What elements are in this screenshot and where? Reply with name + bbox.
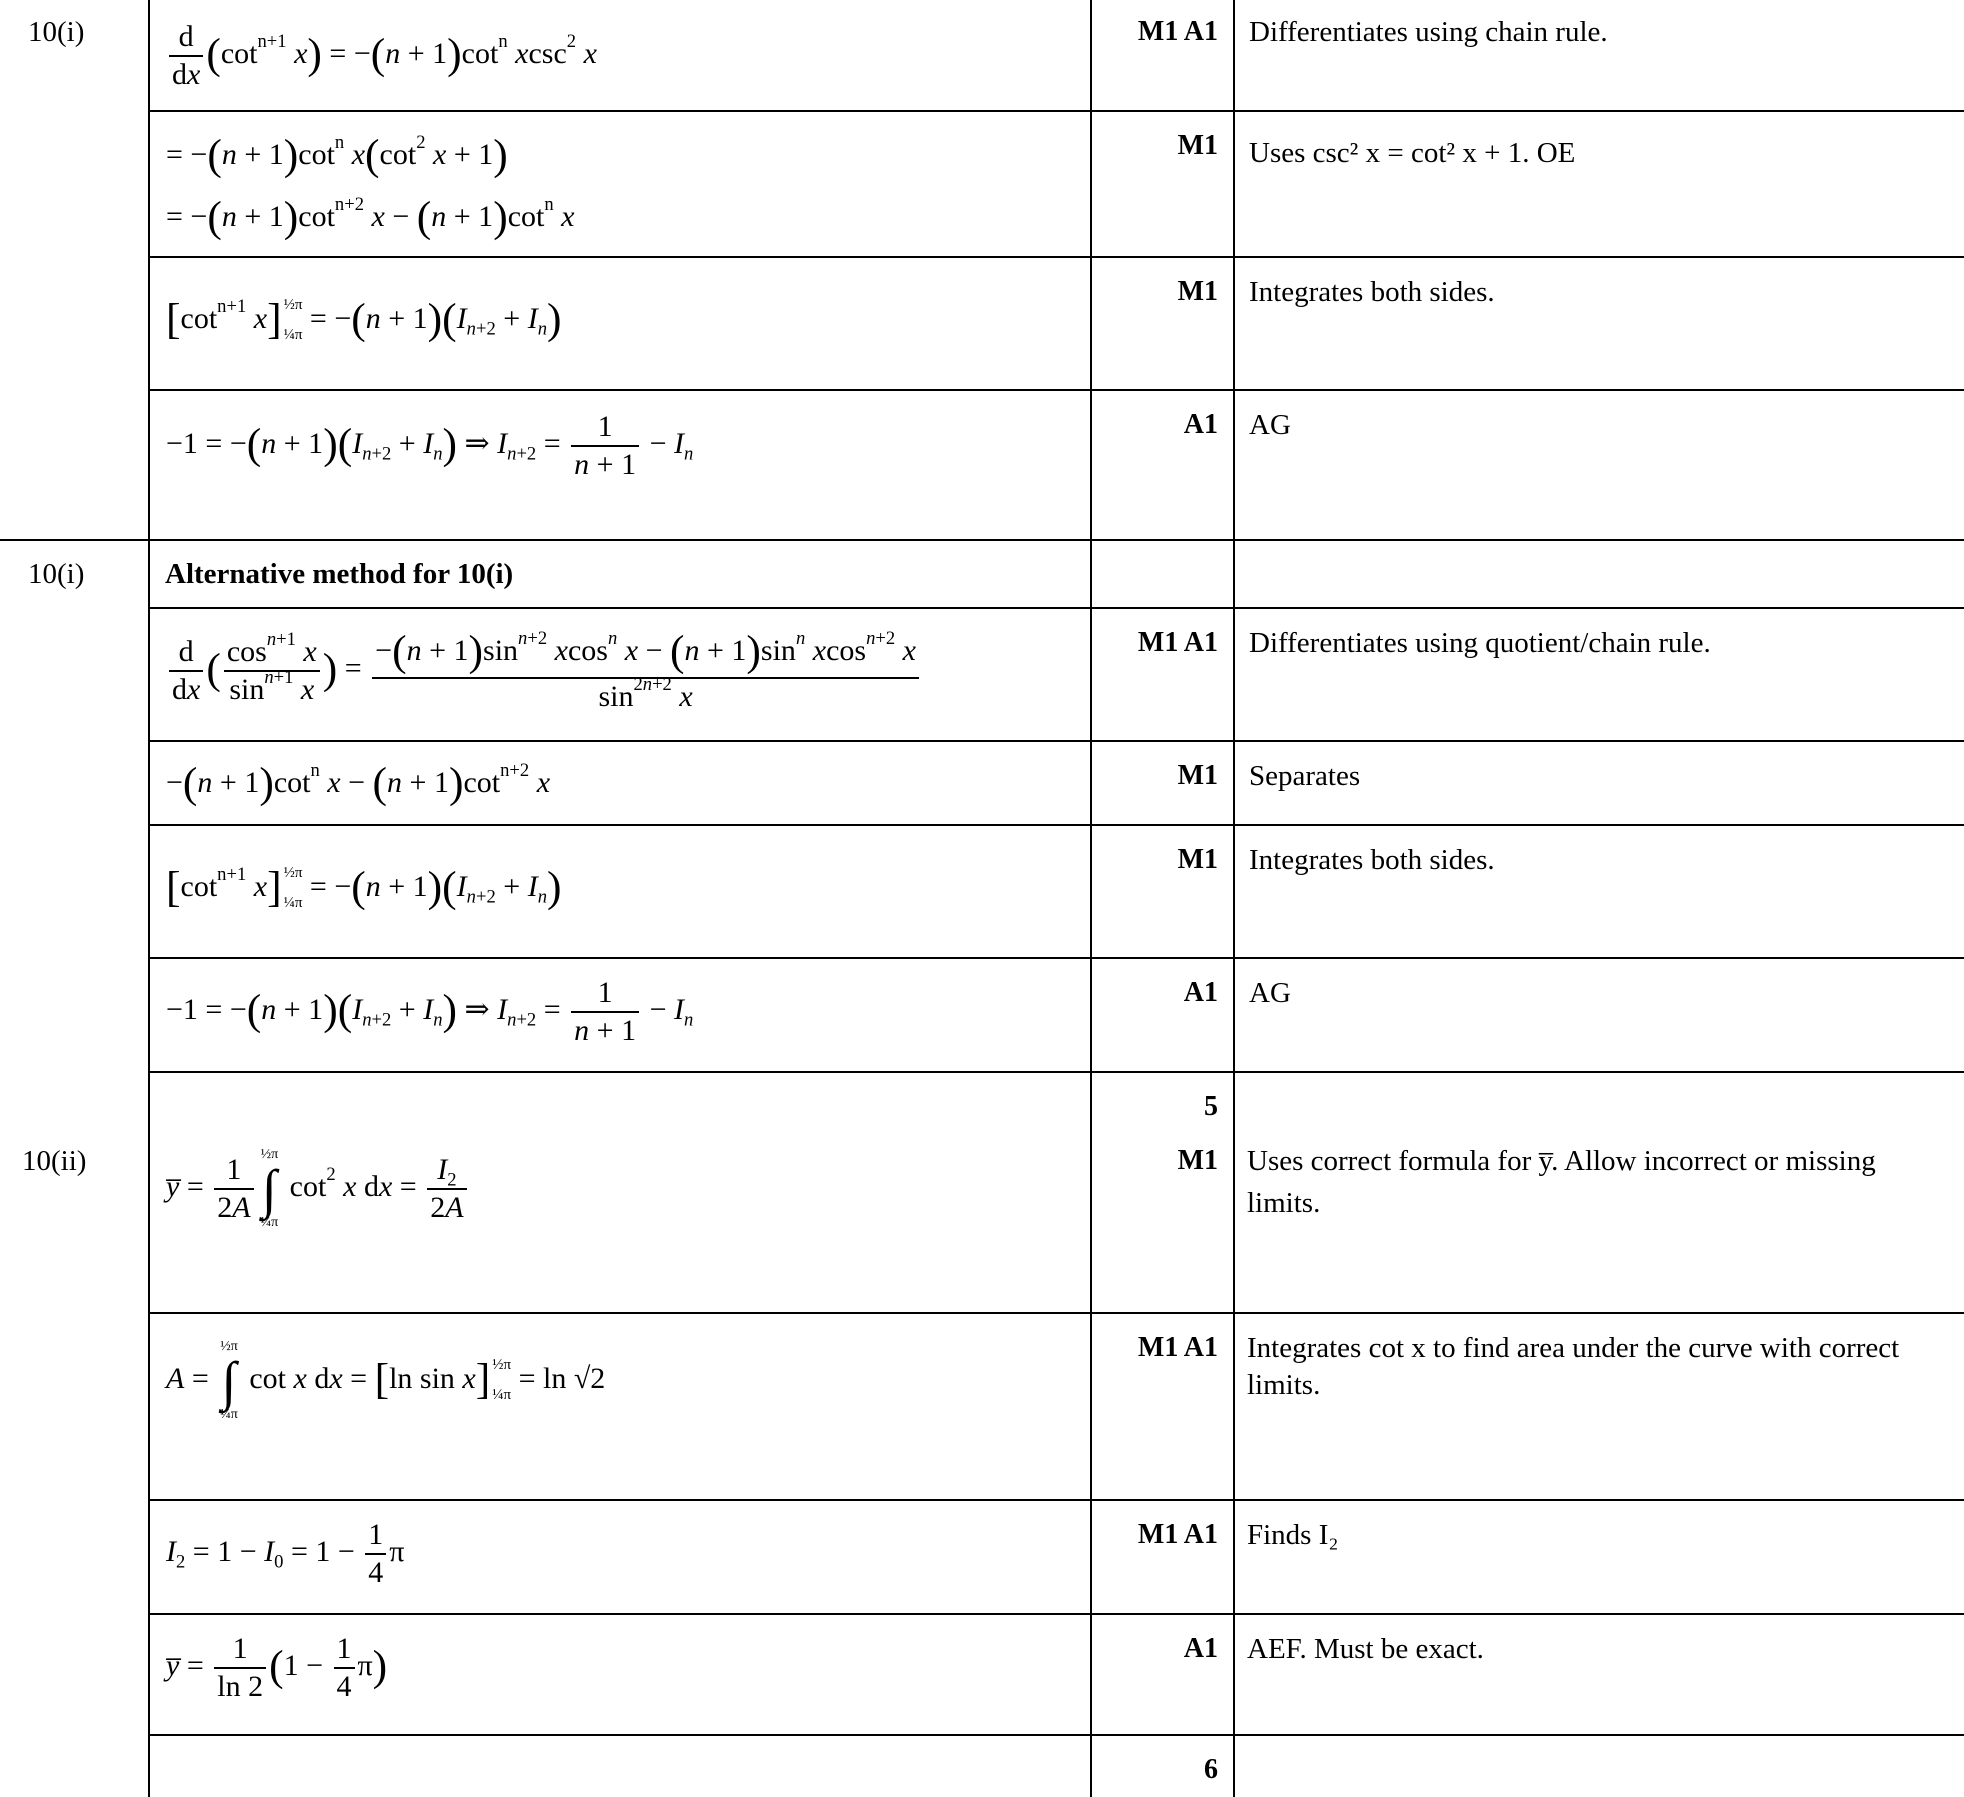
answer-math: $-(n + 1)\cot^n$ $x - (n + 1)\cot^{n+2}$ x: [166, 759, 551, 807]
answer-math: y̅ = $\frac{1}{2A}$ ½π ∫ ¼π $\cot^2 x$ dx = $\frac{I_2}{2A}$: [166, 1148, 470, 1230]
mark: M1 A1: [1137, 627, 1218, 658]
row-border: [148, 1734, 1964, 1736]
guidance-text: Uses csc² x = cot² x + 1. OE: [1249, 137, 1576, 169]
guidance-text: Integrates both sides.: [1249, 844, 1495, 876]
answer-math: [$\cot^{n+1}$ x] ½π ¼π = $-(n + 1)(I_{n+2} + I_n)$: [166, 295, 562, 343]
mark-total: 6: [1204, 1754, 1218, 1785]
row-border: [148, 824, 1964, 826]
answer-math: = $-(n + 1)\cot^{n+2}$ $x - (n + 1)\cot^n$ x: [166, 193, 575, 241]
row-border: [148, 740, 1964, 742]
mark: M1: [1177, 1145, 1218, 1176]
column-border: [1233, 0, 1235, 1797]
guidance-text: Integrates cot x to find area under the curve with correct: [1247, 1332, 1900, 1364]
answer-math: $I_2 = 1 - I_0 = 1$ − $\frac{1}{4}$ π: [166, 1518, 405, 1589]
row-border: [148, 256, 1964, 258]
guidance-text: limits.: [1247, 1187, 1321, 1219]
guidance-text: Differentiates using chain rule.: [1249, 16, 1608, 48]
answer-math: $\frac{d}{dx}$ ( $\frac{\cos^{n+1} x}{\sin^{n+1} x}$ ) = $\frac{-(n + 1)\sin^{n+2} xcos^n x - (n + 1)\sin^n xcos^{n+2} x}{\sin^{2n+2} x}$: [166, 630, 922, 712]
question-number: 10(ii): [22, 1145, 87, 1177]
guidance-text: Separates: [1249, 760, 1361, 792]
answer-math: A = ½π ∫ ¼π cot x dx = [ln sin x] ½π ¼π = ln √2: [166, 1339, 606, 1422]
guidance-text: Finds I₂: [1247, 1519, 1339, 1551]
guidance-text: AG: [1249, 409, 1291, 441]
guidance-text: Differentiates using quotient/chain rule.: [1249, 627, 1711, 659]
column-border: [1090, 0, 1092, 1797]
mark: M1: [1177, 276, 1218, 307]
mark: M1 A1: [1137, 16, 1218, 47]
mark: M1: [1177, 844, 1218, 875]
guidance-text: limits.: [1247, 1369, 1321, 1401]
mark: A1: [1183, 409, 1218, 440]
mark: M1: [1177, 760, 1218, 791]
row-border: [148, 110, 1964, 112]
answer-math: $-1 = -(n + 1)(I_{n+2} + I_n)$ ⇒ $I_{n+2}$ = $\frac{1}{n + 1}$ − $I_n$: [166, 410, 694, 481]
row-border: [148, 1312, 1964, 1314]
question-number: 10(i): [28, 558, 85, 590]
guidance-text: AG: [1249, 977, 1291, 1009]
answer-math: = $-(n + 1)\cot^n$ $x(\cot^2$ x + 1): [166, 131, 508, 179]
answer-math: y̅ = $\frac{1}{\ln 2}$ (1 − $\frac{1}{4}$ π): [166, 1632, 388, 1703]
row-border: [148, 1071, 1964, 1073]
row-border: [148, 957, 1964, 959]
alternative-method-heading: Alternative method for 10(i): [165, 558, 514, 590]
row-border: [148, 389, 1964, 391]
guidance-text: Uses correct formula for y̅. Allow incorrect or missing: [1247, 1145, 1876, 1177]
answer-math: $-1 = -(n + 1)(I_{n+2} + I_n)$ ⇒ $I_{n+2}$ = $\frac{1}{n + 1}$ − $I_n$: [166, 976, 694, 1047]
guidance-text: AEF. Must be exact.: [1247, 1633, 1484, 1665]
mark: M1 A1: [1137, 1519, 1218, 1550]
question-number: 10(i): [28, 16, 85, 48]
mark: A1: [1183, 1633, 1218, 1664]
column-border: [148, 0, 150, 1797]
mark-total: 5: [1204, 1091, 1218, 1122]
answer-math: $\frac{d}{dx}$ ($\cot^{n+1}$ $x) = -(n + 1)\cot^n$ xcsc$^2$ x: [166, 22, 597, 90]
mark: M1: [1177, 130, 1218, 161]
row-border: [148, 1613, 1964, 1615]
row-border: [0, 539, 1964, 541]
answer-math: [$\cot^{n+1}$ x] ½π ¼π = $-(n + 1)(I_{n+2} + I_n)$: [166, 863, 562, 911]
mark: M1 A1: [1137, 1332, 1218, 1363]
row-border: [148, 607, 1964, 609]
row-border: [148, 1499, 1964, 1501]
mark: A1: [1183, 977, 1218, 1008]
guidance-text: Integrates both sides.: [1249, 276, 1495, 308]
